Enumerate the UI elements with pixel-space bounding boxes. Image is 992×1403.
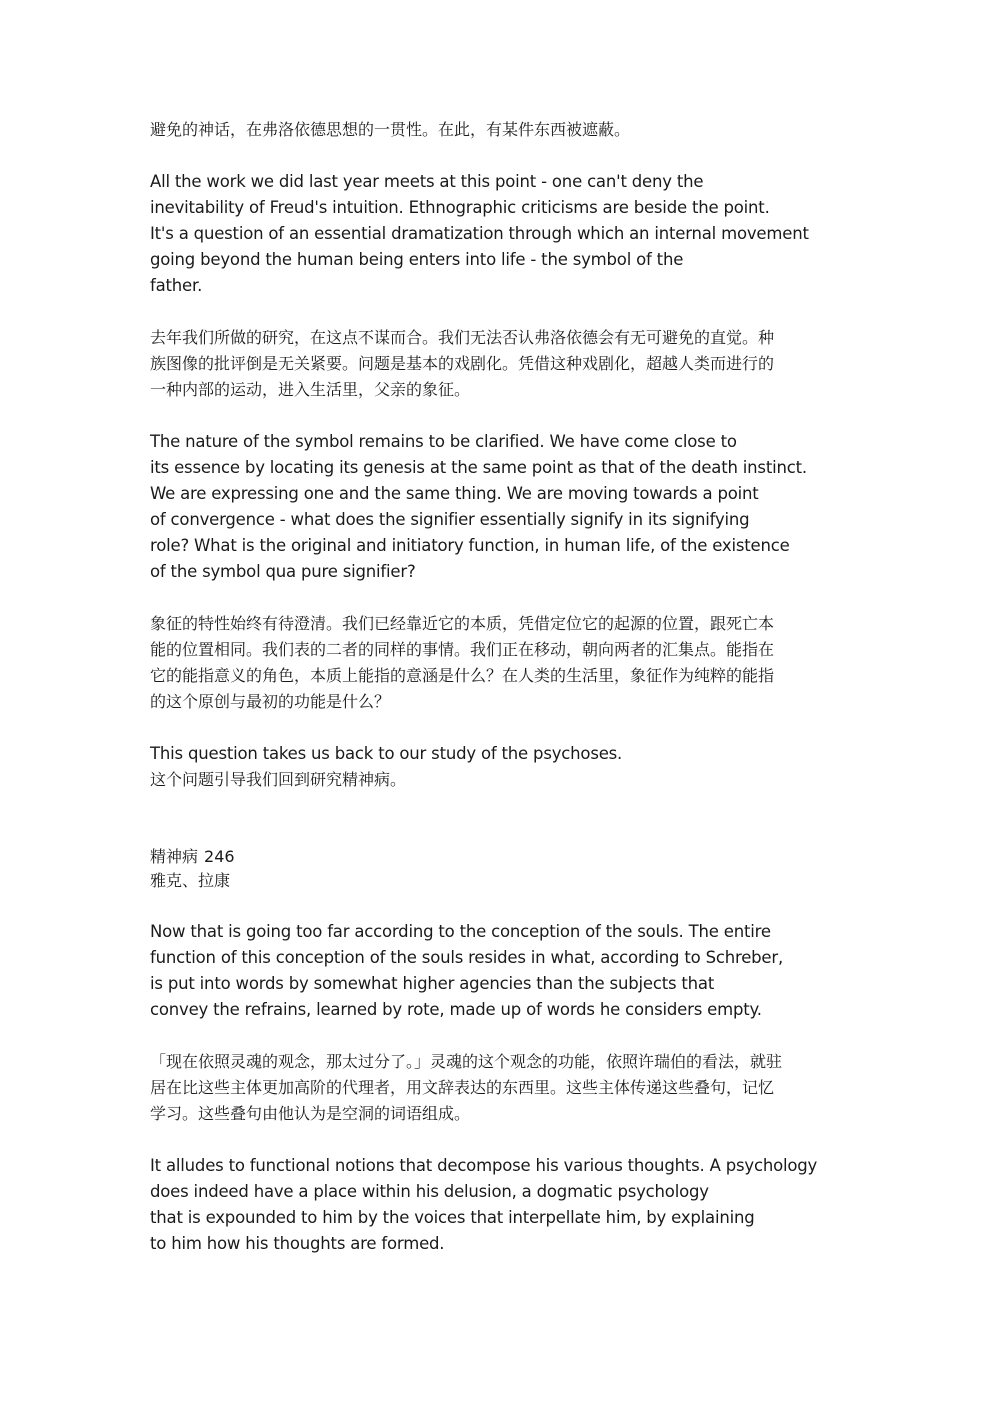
paragraph-zh-3 [150,611,850,715]
header-title: 精神病 [150,847,199,866]
text-line: of convergence - what does the signifier essentially signify in its signifying [150,510,750,529]
text-line: 「现在依照灵魂的观念，那太过分了。」灵魂的这个观念的功能，依照许瑞伯的看法，就驻 [150,1052,783,1071]
text-line: 去年我们所做的研究，在这点不谋而合。我们无法否认弗洛依德会有无可避免的直觉。种 [150,328,775,347]
header-author: 雅克、拉康 [150,871,231,890]
document-page [150,117,850,1257]
text-line: 族图像的批评倒是无关紧要。问题是基本的戏剧化。凭借这种戏剧化，超越人类而进行的 [150,354,775,373]
text-line: is put into words by somewhat higher agencies than the subjects that [150,974,715,993]
header-title-line [150,845,850,869]
paragraph-en-3 [150,919,850,1023]
text-line: of the symbol qua pure signifier? [150,562,416,581]
text-line: going beyond the human being enters into life - the symbol of the [150,250,684,269]
text-line: to him how his thoughts are formed. [150,1234,445,1253]
text-line: 这个问题引导我们回到研究精神病。 [150,770,407,789]
text-line: does indeed have a place within his delusion, a dogmatic psychology [150,1182,709,1201]
text-line: 它的能指意义的角色，本质上能指的意涵是什么？在人类的生活里，象征作为纯粹的能指 [150,666,775,685]
text-line: We are expressing one and the same thing. We are moving towards a point [150,484,759,503]
text-line: role? What is the original and initiatory function, in human life, of the existence [150,536,790,555]
text-line: All the work we did last year meets at this point - one can't deny the [150,172,704,191]
text-line: its essence by locating its genesis at the same point as that of the death instinct. [150,458,807,477]
text-line: that is expounded to him by the voices that interpellate him, by explaining [150,1208,755,1227]
text-line: 象征的特性始终有待澄清。我们已经靠近它的本质，凭借定位它的起源的位置，跟死亡本 [150,614,775,633]
text-line: 居在比这些主体更加高阶的代理者，用文辞表达的东西里。这些主体传递这些叠句，记忆 [150,1078,775,1097]
page-header [150,845,850,893]
paragraph-en-1 [150,169,850,299]
text-line: It alludes to functional notions that decompose his various thoughts. A psychology [150,1156,818,1175]
paragraph-mixed [150,741,850,793]
paragraph-en-2 [150,429,850,585]
text-line: function of this conception of the souls resides in what, according to Schreber, [150,948,784,967]
paragraph-zh-2 [150,325,850,403]
text-line: 学习。这些叠句由他认为是空洞的词语组成。 [150,1104,471,1123]
paragraph-zh-1 [150,117,850,143]
paragraph-zh-4 [150,1049,850,1127]
text-line: 的这个原创与最初的功能是什么？ [150,692,391,711]
text-line: 能的位置相同。我们表的二者的同样的事情。我们正在移动，朝向两者的汇集点。能指在 [150,640,775,659]
text-line: convey the refrains, learned by rote, made up of words he considers empty. [150,1000,762,1019]
text-line: inevitability of Freud's intuition. Ethnographic criticisms are beside the point. [150,198,770,217]
text-line: father. [150,276,203,295]
text-line: It's a question of an essential dramatization through which an internal movement [150,224,809,243]
text-line: This question takes us back to our study of the psychoses. [150,744,623,763]
text-line: 避免的神话，在弗洛依德思想的一贯性。在此，有某件东西被遮蔽。 [150,120,631,139]
text-line: The nature of the symbol remains to be clarified. We have come close to [150,432,737,451]
text-line: Now that is going too far according to the conception of the souls. The entire [150,922,771,941]
page-number: 246 [204,847,235,866]
paragraph-en-4 [150,1153,850,1257]
text-line: 一种内部的运动，进入生活里，父亲的象征。 [150,380,471,399]
